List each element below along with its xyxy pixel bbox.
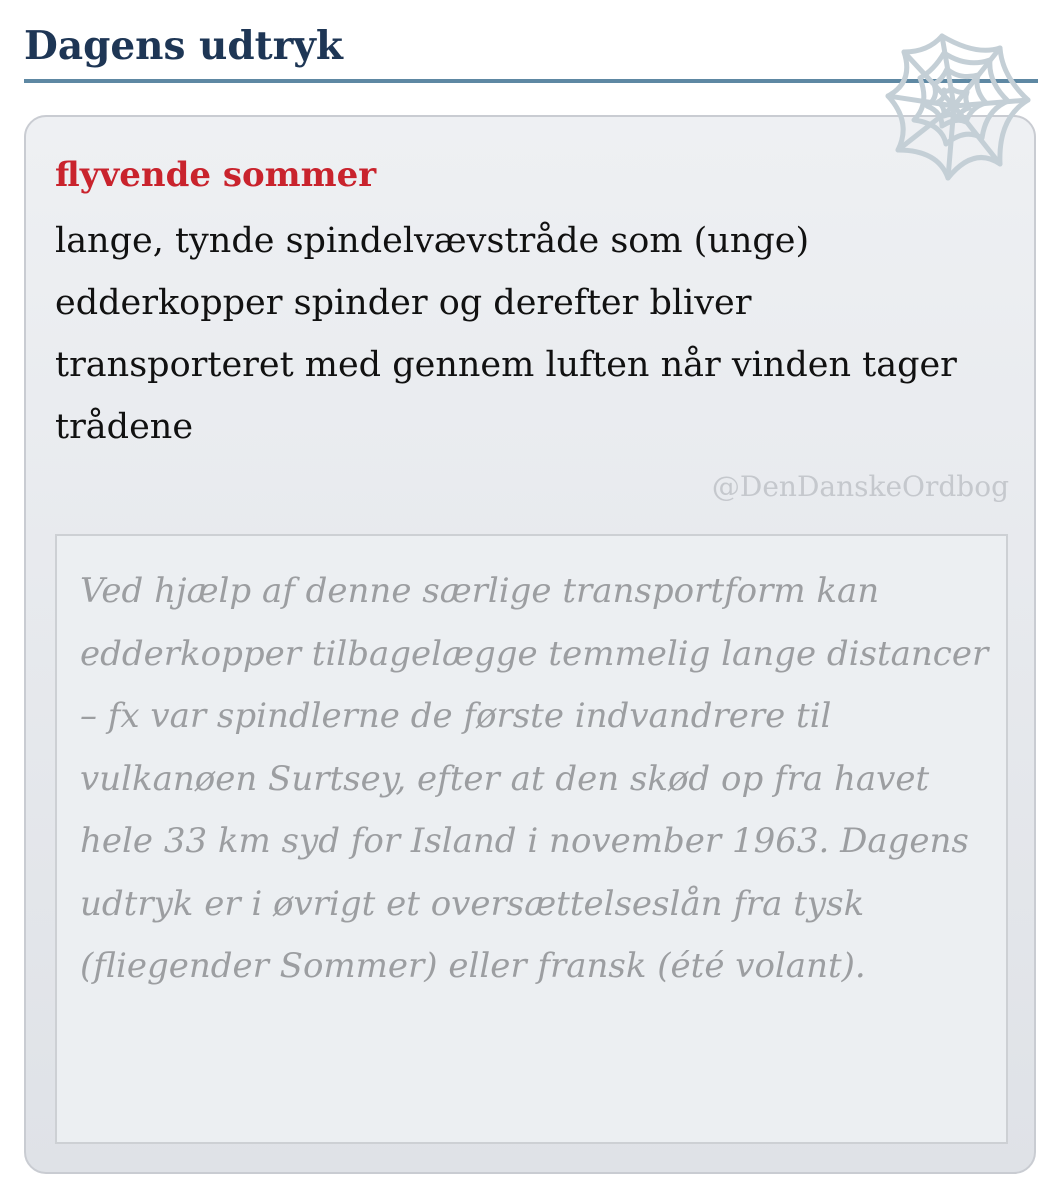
example-text: Ved hjælp af denne særlige transportform kan edderkopper tilbagelægge temmelig lange distancer – fx var spindlerne de første indvandrere til vulkanøen Surtsey, efter at den skød op fra havet hele 33 km syd for Island i november 1963. Dagens udtryk er i øvrigt et oversættelseslån fra tysk (fliegender Sommer) eller fransk (été volant). [80, 571, 989, 986]
headword: flyvende sommer [55, 155, 377, 195]
definition-text: lange, tynde spindelvævstråde som (unge) edderkopper spinder og derefter bliver transporteret med gennem luften når vinden tager trådene [55, 221, 957, 447]
spider-web-icon [882, 22, 1036, 184]
source-credit: @DenDanskeOrdbog [711, 470, 1009, 503]
page-title: Dagens udtryk [24, 23, 343, 69]
